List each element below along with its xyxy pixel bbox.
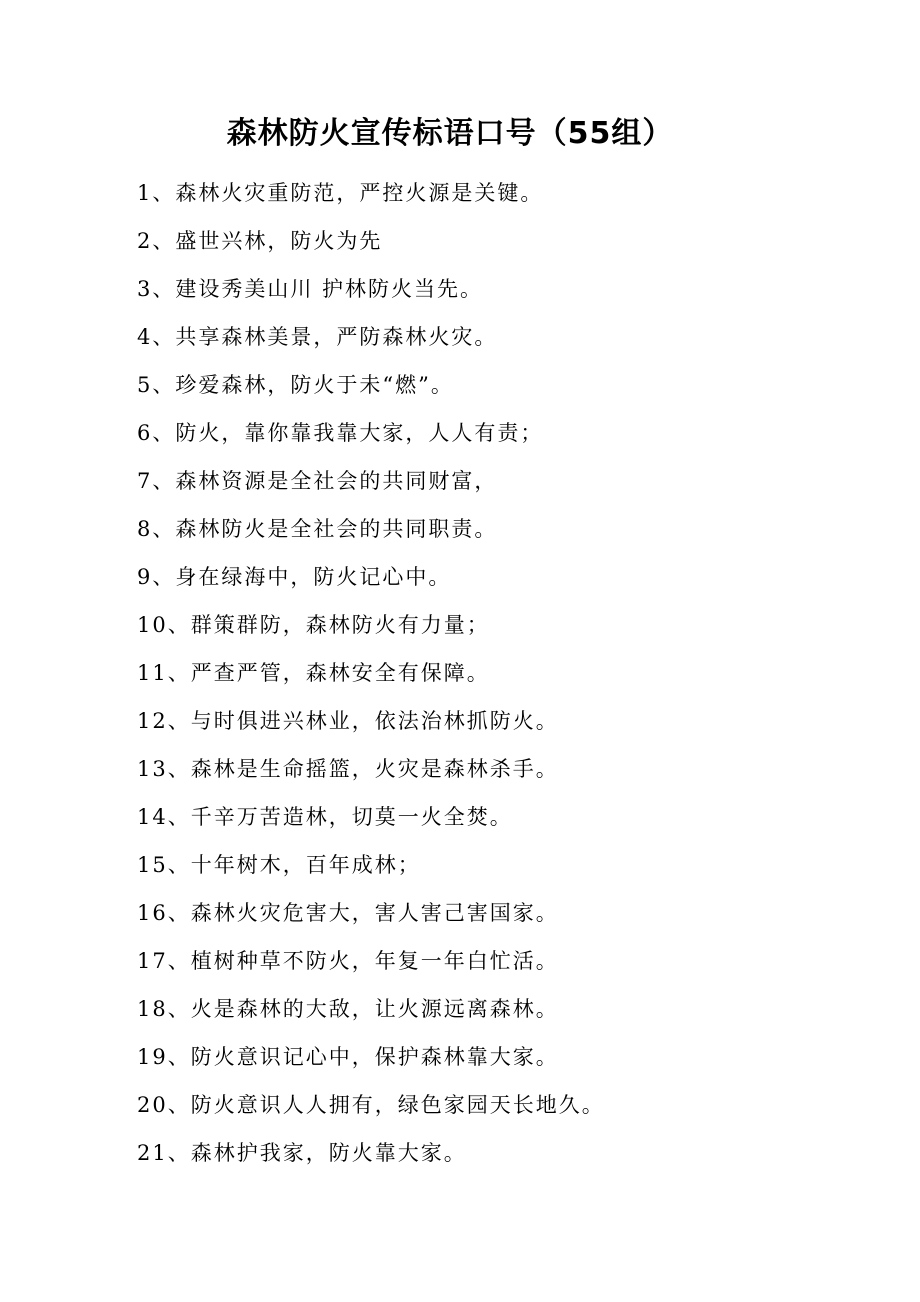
slogan-item: 2、盛世兴林，防火为先 xyxy=(137,229,383,253)
slogan-item: 21、森林护我家，防火靠大家。 xyxy=(137,1141,467,1165)
slogan-item: 5、珍爱森林，防火于未“燃”。 xyxy=(137,373,454,397)
slogan-item: 7、森林资源是全社会的共同财富， xyxy=(137,469,498,493)
slogan-item: 17、植树种草不防火，年复一年白忙活。 xyxy=(137,949,559,973)
slogan-item: 10、群策群防，森林防火有力量； xyxy=(137,613,490,637)
slogan-item: 19、防火意识记心中，保护森林靠大家。 xyxy=(137,1045,559,1069)
slogan-item: 8、森林防火是全社会的共同职责。 xyxy=(137,517,498,541)
slogan-item: 13、森林是生命摇篮，火灾是森林杀手。 xyxy=(137,757,559,781)
slogan-item: 1、森林火灾重防范，严控火源是关键。 xyxy=(137,181,544,205)
slogan-item: 18、火是森林的大敌，让火源远离森林。 xyxy=(137,997,559,1021)
slogan-item: 14、千辛万苦造林，切莫一火全焚。 xyxy=(137,805,513,829)
slogan-item: 15、十年树木，百年成林； xyxy=(137,853,421,877)
slogan-item: 20、防火意识人人拥有，绿色家园天长地久。 xyxy=(137,1093,605,1117)
slogan-item: 12、与时俱进兴林业，依法治林抓防火。 xyxy=(137,709,559,733)
document-title: 森林防火宣传标语口号（55组） xyxy=(226,116,674,151)
slogan-item: 6、防火，靠你靠我靠大家，人人有责； xyxy=(137,421,544,445)
slogan-item: 11、严查严管，森林安全有保障。 xyxy=(137,661,490,685)
slogan-item: 4、共享森林美景，严防森林火灾。 xyxy=(137,325,498,349)
slogan-item: 9、身在绿海中，防火记心中。 xyxy=(137,565,452,589)
slogan-list xyxy=(137,171,837,1179)
slogan-item: 3、建设秀美山川 护林防火当先。 xyxy=(137,277,484,301)
slogan-item: 16、森林火灾危害大，害人害己害国家。 xyxy=(137,901,559,925)
